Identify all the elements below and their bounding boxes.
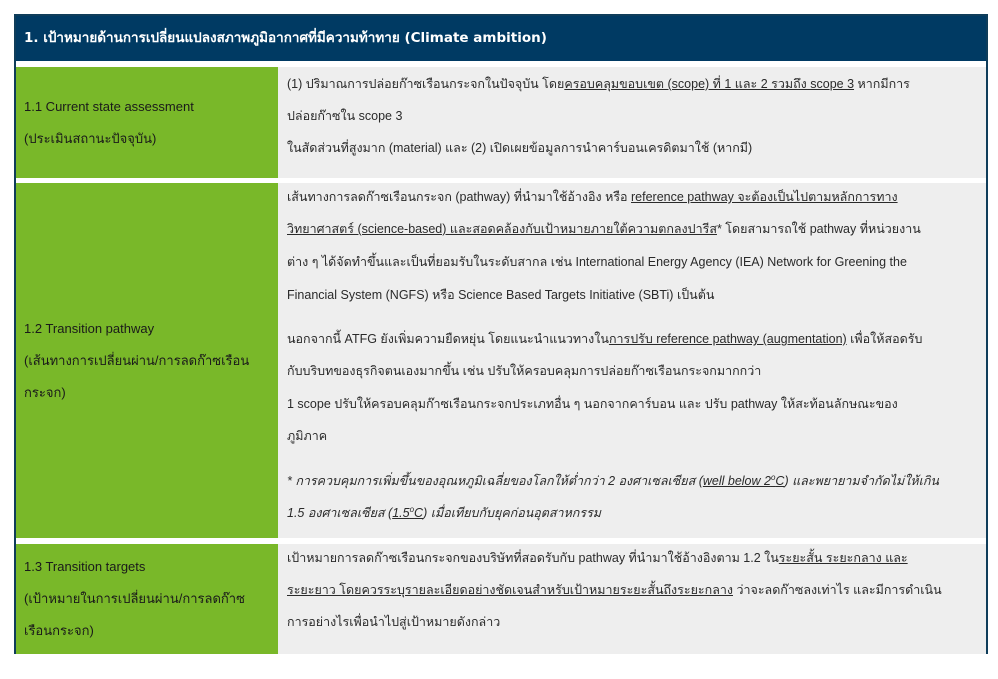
underlined-text: ระยะยาว โดยควรระบุรายละเอียดอย่างชัดเจนสำหรับเป้าหมายระยะสั้นถึงระยะกลาง bbox=[287, 583, 733, 597]
row-label-current-state bbox=[16, 67, 278, 178]
row-label-th: เรือนกระจก) bbox=[24, 623, 94, 638]
text-span: เส้นทางการลดก๊าซเรือนกระจก (pathway) ที่นำมาใช้อ้างอิง หรือ bbox=[287, 190, 632, 204]
content-line: Financial System (NGFS) หรือ Science Based Targets Initiative (SBTi) เป็นต้น bbox=[287, 288, 715, 302]
text-span: ว่าจะลดก๊าซลงเท่าไร และมีการดำเนิน bbox=[732, 583, 942, 597]
text-span: 1.5 bbox=[392, 506, 410, 520]
content-line bbox=[287, 329, 980, 349]
text-span: ) และพยายามจำกัดไม่ให้เกิน bbox=[784, 474, 939, 488]
text-span: เพื่อให้สอดรับ bbox=[846, 332, 923, 346]
content-line: การอย่างไรเพื่อนำไปสู่เป้าหมายดังกล่าว bbox=[287, 615, 501, 629]
text-span: * การควบคุมการเพิ่มขึ้นของอุณหภูมิเฉลี่ยของโลกให้ต่ำกว่า 2 องศาเซลเซียส ( bbox=[287, 474, 703, 488]
text-span: well below 2 bbox=[702, 474, 771, 488]
content-line bbox=[287, 187, 980, 207]
table-header: 1. เป้าหมายด้านการเปลี่ยนแปลงสภาพภูมิอากาศที่มีความท้าทาย (Climate ambition) bbox=[16, 16, 986, 61]
degree-superscript: o bbox=[770, 472, 776, 482]
footnote-line bbox=[287, 503, 980, 523]
climate-ambition-table bbox=[14, 14, 988, 654]
underlined-text: การปรับ reference pathway (augmentation) bbox=[608, 332, 847, 346]
footnote-line bbox=[287, 471, 980, 491]
text-span: C bbox=[775, 474, 785, 488]
text-span: ) เมื่อเทียบกับยุคก่อนอุตสาหกรรม bbox=[423, 506, 602, 520]
row-content-transition-targets bbox=[278, 544, 986, 654]
underlined-text: ระยะสั้น ระยะกลาง และ bbox=[778, 551, 908, 565]
row-content-current-state bbox=[278, 67, 986, 178]
content-line bbox=[287, 74, 980, 94]
underlined-text: reference pathway จะต้องเป็นไปตามหลักการทาง bbox=[631, 190, 898, 204]
row-label-th: (เส้นทางการเปลี่ยนผ่าน/การลดก๊าซเรือน bbox=[24, 352, 250, 368]
text-span: * โดยสามารถใช้ pathway ที่หน่วยงาน bbox=[716, 222, 921, 236]
content-line bbox=[287, 548, 980, 568]
underlined-text: วิทยาศาสตร์ (science-based) และสอดคล้องกับเป้าหมายภายใต้ความตกลงปารีส bbox=[287, 222, 717, 236]
text-span: (1) ปริมาณการปล่อยก๊าซเรือนกระจกในปัจจุบัน โดย bbox=[287, 77, 565, 91]
content-line: ในสัดส่วนที่สูงมาก (material) และ (2) เปิดเผยข้อมูลการนำคาร์บอนเครดิตมาใช้ (หากมี) bbox=[287, 141, 753, 155]
text-span: นอกจากนี้ ATFG ยังเพิ่มความยืดหยุ่น โดยแนะนำแนวทางใน bbox=[287, 332, 609, 346]
degree-superscript: o bbox=[409, 504, 415, 514]
row-label-th: กระจก) bbox=[24, 384, 66, 400]
content-line: ภูมิภาค bbox=[287, 429, 328, 443]
table-row-transition-pathway bbox=[16, 183, 986, 538]
text-span: 1.5 องศาเซลเซียส ( bbox=[287, 506, 393, 520]
row-label-transition-targets bbox=[16, 544, 278, 654]
underlined-text: ครอบคลุมขอบเขต (scope) ที่ 1 และ 2 รวมถึง scope 3 bbox=[564, 77, 855, 91]
row-content-transition-pathway bbox=[278, 183, 986, 538]
table-row-transition-targets bbox=[16, 544, 986, 654]
row-label-th: (ประเมินสถานะปัจจุบัน) bbox=[24, 130, 157, 146]
text-span: C bbox=[414, 506, 424, 520]
row-label-en: 1.2 Transition pathway bbox=[24, 320, 155, 336]
content-line bbox=[287, 219, 980, 239]
row-label-transition-pathway bbox=[16, 183, 278, 538]
row-label-en: 1.1 Current state assessment bbox=[24, 98, 194, 114]
underlined-text bbox=[392, 506, 423, 520]
content-line: ต่าง ๆ ได้จัดทำขึ้นและเป็นที่ยอมรับในระดับสากล เช่น International Energy Agency (IEA) Network for Greening the bbox=[287, 255, 907, 269]
row-label-en: 1.3 Transition targets bbox=[24, 559, 146, 574]
text-span: หากมีการ bbox=[854, 77, 910, 91]
row-label-th: (เป้าหมายในการเปลี่ยนผ่าน/การลดก๊าซ bbox=[24, 591, 245, 606]
text-span: เป้าหมายการลดก๊าซเรือนกระจกของบริษัทที่สอดรับกับ pathway ที่นำมาใช้อ้างอิงตาม 1.2 ใน bbox=[287, 551, 779, 565]
content-line: กับบริบทของธุรกิจตนเองมากขึ้น เช่น ปรับให้ครอบคลุมการปล่อยก๊าซเรือนกระจกมากกว่า bbox=[287, 364, 762, 378]
content-line bbox=[287, 580, 980, 600]
table-row-current-state bbox=[16, 67, 986, 178]
underlined-text bbox=[703, 474, 785, 488]
content-line: 1 scope ปรับให้ครอบคลุมก๊าซเรือนกระจกประเภทอื่น ๆ นอกจากคาร์บอน และ ปรับ pathway ให้สะท้อนลักษณะของ bbox=[287, 397, 898, 411]
content-line: ปล่อยก๊าซใน scope 3 bbox=[287, 109, 403, 123]
